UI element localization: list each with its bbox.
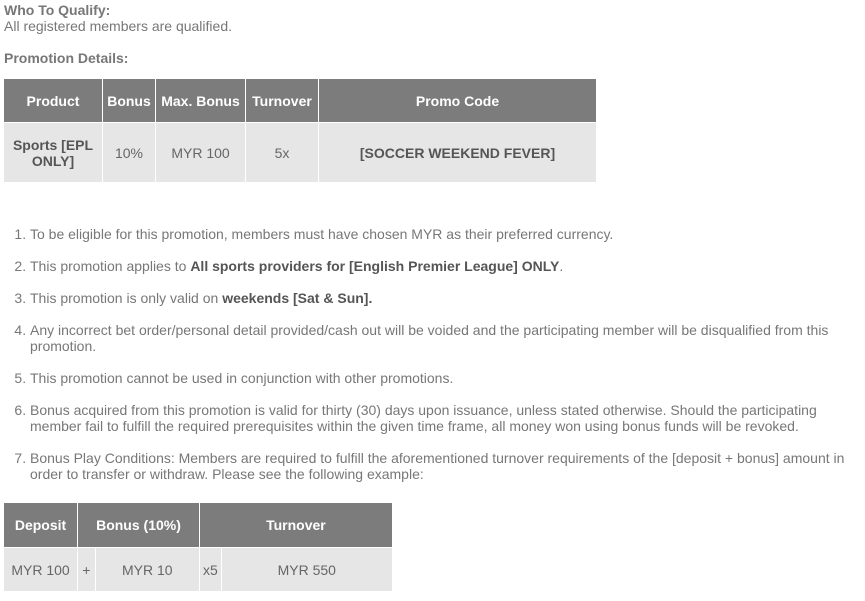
turnover-example-table (4, 503, 392, 591)
term-text: This promotion applies to (30, 258, 191, 274)
term-item-5 (30, 370, 860, 386)
who-to-qualify-text: All registered members are qualified. (4, 18, 232, 34)
cell-plus-sign: + (78, 547, 96, 591)
example-table-header-row (4, 503, 392, 547)
header-turnover: Turnover (246, 79, 319, 122)
term-text: To be eligible for this promotion, members must have chosen MYR as their preferred currency. (30, 226, 614, 242)
promotion-details-heading: Promotion Details: (4, 50, 129, 66)
term-text: . (559, 258, 564, 274)
term-emphasis: weekends [Sat & Sun]. (222, 290, 373, 306)
term-item-4 (30, 322, 860, 354)
cell-promo-code: [SOCCER WEEKEND FEVER] (319, 122, 596, 182)
term-item-7 (30, 450, 860, 482)
cell-product: Sports [EPL ONLY] (4, 122, 103, 182)
term-text: Bonus acquired from this promotion is valid for thirty (30) days upon issuance, unless stated otherwise. Should the participating member fail to fulfill the required prerequisites within the given time frame, all money won using bonus funds will be revoked. (30, 402, 817, 434)
promotion-details-table (4, 79, 596, 182)
cell-bonus: MYR 10 (96, 547, 200, 591)
header-turnover: Turnover (200, 503, 392, 547)
term-text: Bonus Play Conditions: Members are required to fulfill the aforementioned turnover requirements of the [deposit + bonus] amount in order to transfer or withdraw. Please see the following example: (30, 450, 845, 482)
cell-max-bonus: MYR 100 (156, 122, 246, 182)
term-item-1 (30, 226, 860, 242)
table-row (4, 122, 596, 182)
who-to-qualify-heading: Who To Qualify: (4, 2, 111, 18)
cell-multiplier: x5 (200, 547, 222, 591)
term-emphasis: All sports providers for [English Premier League] ONLY (190, 258, 560, 274)
table-row (4, 547, 392, 591)
term-text: Any incorrect bet order/personal detail provided/cash out will be voided and the participating member will be disqualified from this promotion. (30, 322, 829, 354)
promotion-table-header-row (4, 79, 596, 122)
header-bonus-percent: Bonus (10%) (78, 503, 200, 547)
terms-list (4, 226, 860, 498)
cell-deposit: MYR 100 (4, 547, 78, 591)
term-text: This promotion is only valid on (30, 290, 223, 306)
term-item-2 (30, 258, 860, 274)
header-promo-code: Promo Code (319, 79, 596, 122)
cell-turnover: 5x (246, 122, 319, 182)
term-item-3 (30, 290, 860, 306)
header-product: Product (4, 79, 103, 122)
term-item-6 (30, 402, 860, 434)
term-text: This promotion cannot be used in conjunction with other promotions. (30, 370, 454, 386)
header-deposit: Deposit (4, 503, 78, 547)
header-bonus: Bonus (103, 79, 156, 122)
header-max-bonus: Max. Bonus (156, 79, 246, 122)
cell-turnover: MYR 550 (222, 547, 392, 591)
cell-bonus: 10% (103, 122, 156, 182)
